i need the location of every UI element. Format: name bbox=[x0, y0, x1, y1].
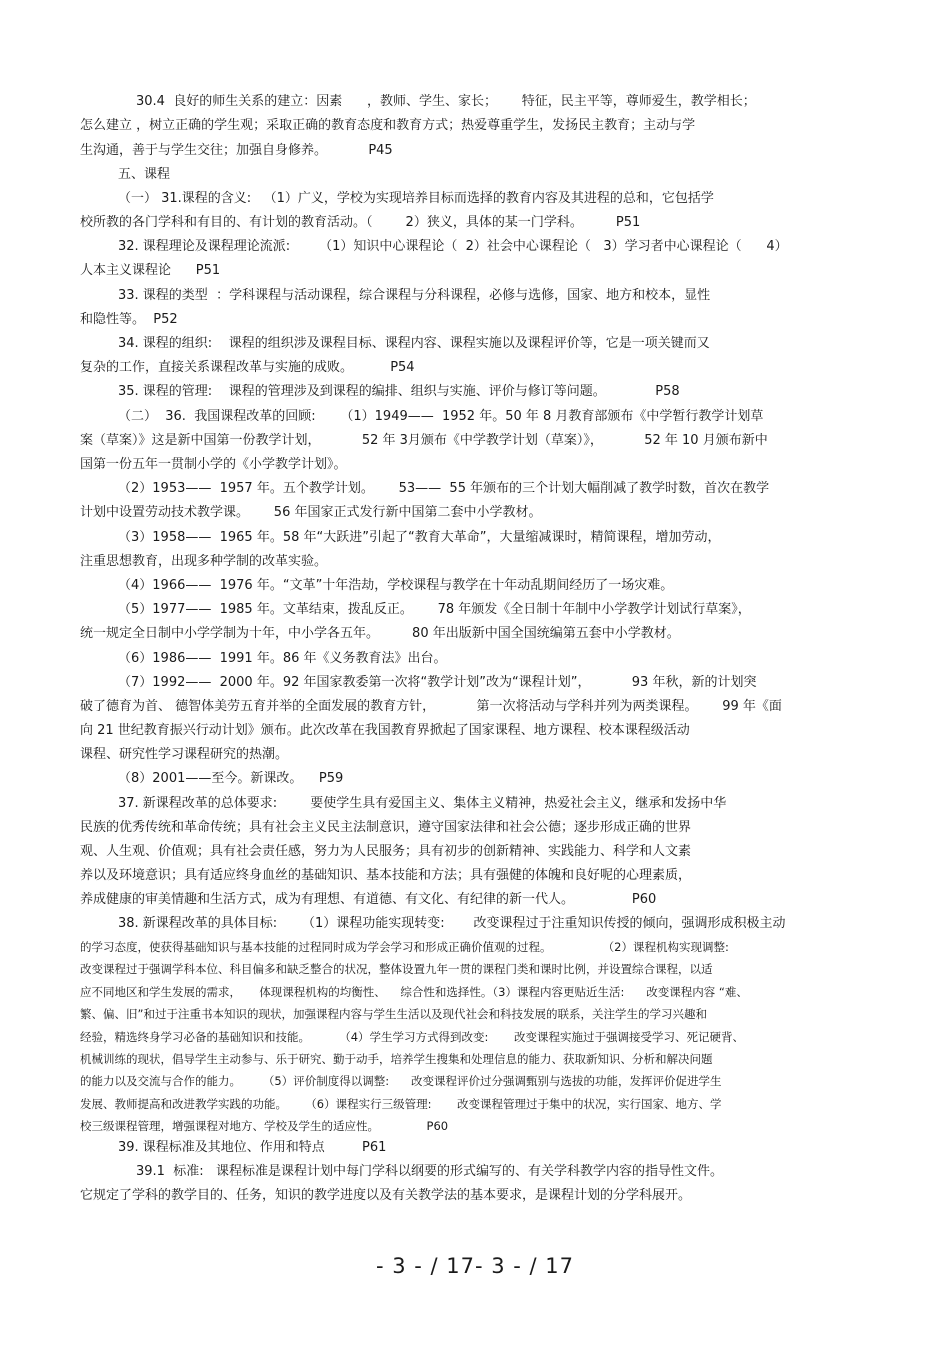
text-line: 课程、研究性学习课程研究的热潮。 bbox=[80, 747, 289, 762]
text-line: 的能力以及交流与合作的能力。 （5）评价制度得以调整: 改变课程评价过分强调甄别与选拔的功能，发挥评价促进学生 bbox=[80, 1074, 722, 1088]
text-line: 机械训练的现状，倡导学生主动参与、乐于研究、勤于动手，培养学生搜集和处理信息的能力、获取新知识、分析和解决问题 bbox=[80, 1052, 713, 1066]
text-line: 32. 课程理论及课程理论流派: （1）知识中心课程论（ 2）社会中心课程论（ 3）学习者中心课程论（ 4） bbox=[118, 239, 788, 254]
text-line: 校三级课程管理，增强课程对地方、学校及学生的适应性。 P60 bbox=[80, 1119, 449, 1133]
text-line: 发展、教师提高和改进教学实践的功能。 （6）课程实行三级管理: 改变课程管理过于集中的状况，实行国家、地方、学 bbox=[80, 1097, 722, 1111]
text-line: 33. 课程的类型 ：学科课程与活动课程，综合课程与分科课程，必修与选修，国家、地方和校本，显性 bbox=[118, 288, 711, 303]
text-line: 案（草案）》这是新中国第一份教学计划， 52 年 3月颁布《中学教学计划（草案）》， 52 年 10 月颁布新中 bbox=[80, 433, 768, 448]
text-line: 经验，精选终身学习必备的基础知识和技能。 （4）学生学习方式得到改变: 改变课程实施过于强调接受学习、死记硬背、 bbox=[80, 1030, 745, 1044]
page-number-footer: - 3 - / 17- 3 - / 17 bbox=[375, 1254, 575, 1278]
text-line: （5）1977—— 1985 年。文革结束，拨乱反正。 78 年颁发《全日制十年制中小学教学计划试行草案》， bbox=[118, 602, 751, 617]
text-line: 养以及环境意识；具有适应终身血丝的基础知识、基本技能和方法；具有强健的体魄和良好呢的心理素质， bbox=[80, 868, 692, 883]
text-line: 39. 课程标准及其地位、作用和特点 P61 bbox=[118, 1140, 387, 1155]
text-line: 38. 新课程改革的具体目标: （1）课程功能实现转变: 改变课程过于注重知识传授的倾向，强调形成积极主动 bbox=[118, 916, 786, 931]
text-line: 改变课程过于强调学科本位、科目偏多和缺乏整合的状况，整体设置九年一贯的课程门类和课时比例，并设置综合课程，以适 bbox=[80, 962, 713, 976]
text-line: 的学习态度，使获得基础知识与基本技能的过程同时成为学会学习和形成正确价值观的过程。 （2）课程机构实现调整: bbox=[80, 940, 729, 954]
text-line: 国第一份五年一贯制小学的《小学教学计划》。 bbox=[80, 457, 347, 472]
text-line: 五、课程 bbox=[118, 167, 171, 182]
text-line: 注重思想教育，出现多种学制的改革实验。 bbox=[80, 554, 328, 569]
text-line: 复杂的工作，直接关系课程改革与实施的成败。 P54 bbox=[80, 360, 415, 375]
text-line: 39.1 标准: 课程标准是课程计划中每门学科以纲要的形式编写的、有关学科教学内容的指导性文件。 bbox=[136, 1164, 723, 1179]
text-line: 计划中设置劳动技术教学课。 56 年国家正式发行新中国第二套中小学教材。 bbox=[80, 505, 542, 520]
text-line: 繁、偏、旧”和过于注重书本知识的现状，加强课程内容与学生生活以及现代社会和科技发展的联系，关注学生的学习兴趣和 bbox=[80, 1007, 707, 1021]
text-line: 观、人生观、价值观；具有社会责任感，努力为人民服务；具有初步的创新精神、实践能力、科学和人文素 bbox=[80, 844, 692, 859]
text-line: 应不同地区和学生发展的需求， 体现课程机构的均衡性、 综合性和选择性。（3）课程内容更贴近生活: 改变课程内容 “难、 bbox=[80, 985, 748, 999]
text-line: 向 21 世纪教育振兴行动计划》颁布。此次改革在我国教育界掀起了国家课程、地方课程、校本课程级活动 bbox=[80, 723, 690, 738]
text-line: 校所教的各门学科和有目的、有计划的教育活动。（ 2）狭义，具体的某一门学科。 P51 bbox=[80, 215, 641, 230]
text-line: 破了德育为首、 德智体美劳五育并举的全面发展的教育方针， 第一次将活动与学科并列为两类课程。 99 年《面 bbox=[80, 699, 782, 714]
text-line: 34. 课程的组织: 课程的组织涉及课程目标、课程内容、课程实施以及课程评价等，它是一项关键而又 bbox=[118, 336, 710, 351]
text-line: 和隐性等。 P52 bbox=[80, 312, 178, 327]
text-line: （7）1992—— 2000 年。92 年国家教委第一次将“教学计划”改为“课程计划”， 93 年秋，新的计划突 bbox=[118, 675, 757, 690]
text-line: （二） 36. 我国课程改革的回顾: （1）1949—— 1952 年。50 年 8 月教育部颁布《中学暂行教学计划草 bbox=[118, 409, 764, 424]
text-line: 35. 课程的管理: 课程的管理涉及到课程的编排、组织与实施、评价与修订等问题。 P58 bbox=[118, 384, 680, 399]
text-line: （4）1966—— 1976 年。“文革”十年浩劫，学校课程与教学在十年动乱期间经历了一场灾难。 bbox=[118, 578, 674, 593]
text-line: （一） 31.课程的含义: （1）广义，学校为实现培养目标而选择的教育内容及其进程的总和，它包括学 bbox=[118, 191, 714, 206]
text-line: 它规定了学科的教学目的、任务，知识的教学进度以及有关教学法的基本要求，是课程计划的分学科展开。 bbox=[80, 1188, 692, 1203]
text-line: 30.4 良好的师生关系的建立：因素 ，教师、学生、家长； 特征，民主平等，尊师爱生，教学相长； bbox=[136, 94, 756, 109]
text-line: （3）1958—— 1965 年。58 年“大跃进”引起了“教育大革命”，大量缩减课时，精简课程，增加劳动， bbox=[118, 530, 721, 545]
text-line: 怎么建立 ，树立正确的学生观；采取正确的教育态度和教育方式；热爱尊重学生，发扬民主教育；主动与学 bbox=[80, 118, 696, 133]
text-line: 人本主义课程论 P51 bbox=[80, 263, 221, 278]
text-line: 养成健康的审美情趣和生活方式，成为有理想、有道德、有文化、有纪律的新一代人。 P60 bbox=[80, 892, 657, 907]
text-line: （2）1953—— 1957 年。五个教学计划。 53—— 55 年颁布的三个计划大幅削减了教学时数，首次在教学 bbox=[118, 481, 770, 496]
text-line: 统一规定全日制中小学学制为十年，中小学各五年。 80 年出版新中国全国统编第五套中小学教材。 bbox=[80, 626, 680, 641]
text-line: 37. 新课程改革的总体要求: 要使学生具有爱国主义、集体主义精神，热爱社会主义，继承和发扬中华 bbox=[118, 796, 727, 811]
text-line: （6）1986—— 1991 年。86 年《义务教育法》出台。 bbox=[118, 651, 447, 666]
text-line: （8）2001——至今。新课改。 P59 bbox=[118, 771, 344, 786]
text-line: 生沟通，善于与学生交往；加强自身修养。 P45 bbox=[80, 143, 393, 158]
text-line: 民族的优秀传统和革命传统；具有社会主义民主法制意识，遵守国家法律和社会公德；逐步形成正确的世界 bbox=[80, 820, 692, 835]
